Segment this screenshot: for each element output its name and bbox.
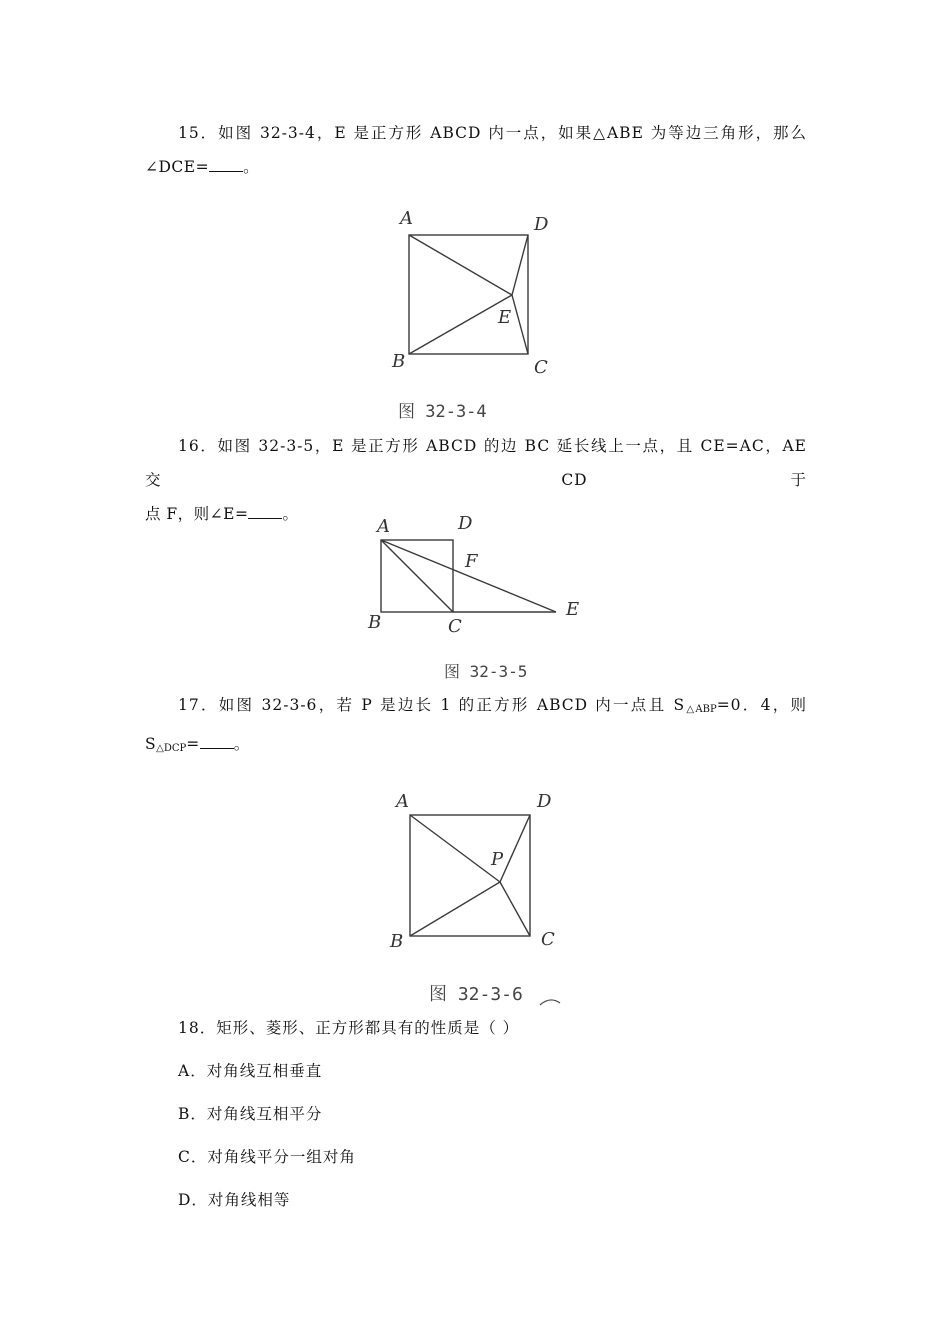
square-abcd: [410, 815, 530, 936]
label-a: A: [396, 791, 409, 812]
label-d: D: [458, 513, 473, 534]
segment-de: [512, 235, 528, 295]
label-a: A: [377, 516, 390, 537]
segment-dp: [500, 815, 530, 882]
label-b: B: [390, 931, 404, 952]
label-c: C: [448, 616, 462, 637]
label-e: E: [566, 599, 580, 620]
question-15-line1: 15．如图 32-3-4，E 是正方形 ABCD 内一点，如果△ABE 为等边三角形，那么: [178, 124, 807, 142]
question-15-line2: ∠DCE= 。: [145, 158, 260, 176]
question-17-line2: $S_{\triangle DCP}=$ 。: [145, 735, 250, 754]
label-a: A: [400, 208, 413, 229]
option-a[interactable]: A．对角线互相垂直: [178, 1062, 323, 1080]
label-p: P: [491, 849, 504, 870]
figure-32-3-6: [380, 780, 580, 960]
question-18-stem: 18．矩形、菱形、正方形都具有的性质是（ ）: [178, 1019, 520, 1037]
segment-ae: [409, 235, 512, 295]
label-d: D: [534, 214, 549, 235]
label-e: E: [498, 307, 512, 328]
question-15: [145, 116, 807, 184]
figure-caption: 图 32-3-5: [444, 662, 528, 681]
label-c: C: [541, 929, 555, 950]
segment-ac: [381, 540, 453, 612]
scan-mark: [538, 996, 564, 1006]
question-17-line1: 17．如图 32-3-6，若 P 是边长 1 的正方形 ABCD 内一点且 $S_{\triangle ABP}=0$．4，则: [178, 696, 807, 715]
segment-be: [409, 295, 512, 354]
option-b[interactable]: B．对角线互相平分: [178, 1105, 323, 1123]
figure-caption: 图 32-3-4: [398, 402, 487, 422]
question-17: [145, 688, 807, 766]
label-b: B: [392, 351, 406, 372]
label-b: B: [368, 612, 382, 633]
segment-ap: [410, 815, 500, 882]
answer-blank: [200, 734, 234, 749]
figure-caption: 图 32-3-6: [429, 984, 523, 1005]
answer-blank: [209, 157, 243, 172]
label-f: F: [465, 551, 478, 572]
figure-32-3-4: [380, 200, 580, 380]
label-d: D: [537, 791, 552, 812]
segment-ce: [512, 295, 528, 354]
segment-cp: [500, 882, 530, 936]
option-d[interactable]: D．对角线相等: [178, 1191, 291, 1209]
segment-bp: [410, 882, 500, 936]
option-c[interactable]: C．对角线平分一组对角: [178, 1148, 356, 1166]
question-16-line1: 16．如图 32-3-5，E 是正方形 ABCD 的边 BC 延长线上一点，且 CE=AC，AE 交 CD 于: [145, 437, 807, 489]
question-16-line2: 点 F，则∠E= 。: [145, 505, 299, 523]
figure-32-3-5: [360, 510, 600, 640]
label-c: C: [534, 357, 548, 378]
answer-blank: [248, 504, 282, 519]
